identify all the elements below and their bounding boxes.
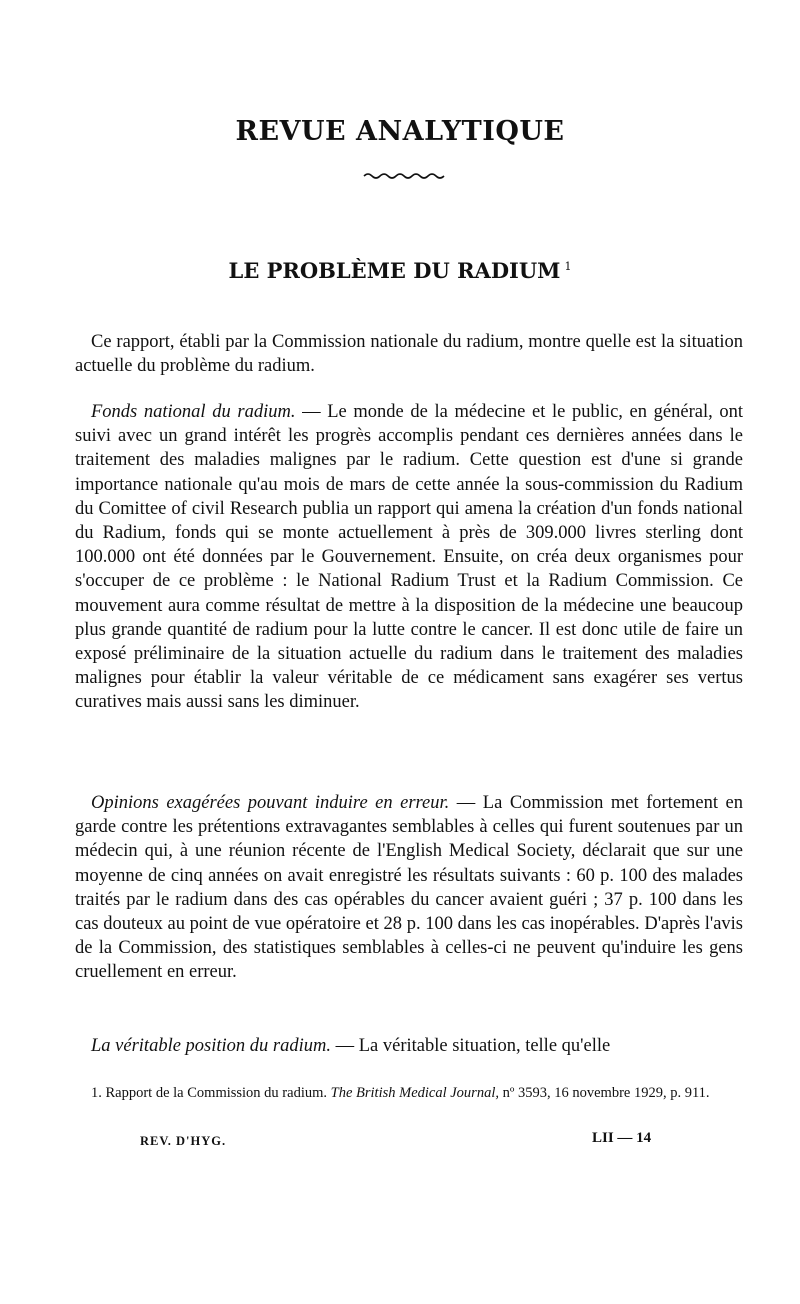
volume-page-number: LII — 14 (592, 1130, 652, 1146)
paragraph-opinions (75, 791, 743, 985)
paragraph-lead: La véritable position du radium. (91, 1036, 331, 1056)
paragraph-body: Ce rapport, établi par la Commission nationale du radium, montre quelle est la situation actuelle du problème du radium. (75, 332, 743, 377)
footnote-marker: 1 (564, 260, 572, 273)
journal-signature: REV. D'HYG. (140, 1134, 227, 1148)
paragraph-fonds-national-text (75, 400, 743, 715)
footnote (75, 1084, 743, 1102)
paragraph-intro (75, 330, 743, 378)
paragraph-opinions-text (75, 791, 743, 985)
footnote-number: 1. (91, 1085, 102, 1101)
paragraph-body: — La Commission met fortement en garde contre les prétentions extravagantes semblables à celles qui furent soutenues par un médecin qui, à une réunion récente de l'English Medical Society, déclarait que sur une moyenne de cinq années on avait enregistré les résultats suivants : 60 p. 100 des malades traités par le radium dans des cas opérables du cancer avaient guéri ; 37 p. 100 dans les cas douteux au point de vue opératoire et 28 p. 100 dans les cas inopérables. D'après l'avis de la Commission, des statistiques semblables à celles-ci ne peuvent qu'induire les gens cruellement en erreur. (75, 793, 743, 983)
paragraph-fonds-national (75, 400, 743, 715)
paragraph-lead: Fonds national du radium. (91, 402, 296, 422)
paragraph-intro-text (75, 330, 743, 378)
paragraph-body: — La véritable situation, telle qu'elle (331, 1036, 611, 1056)
title-ornament (362, 170, 446, 180)
article-title (0, 258, 800, 283)
footnote-source: Rapport de la Commission du radium. (101, 1085, 331, 1101)
footnote-text (75, 1084, 743, 1102)
paragraph-body: — Le monde de la médecine et le public, en général, ont suivi avec un grand intérêt les progrès accomplis pendant ces dernières années dans le traitement des maladies malignes par le radium. Cette question est d'une si grande importance nationale qu'au mois de mars de cette année la sous-commission du Radium du Comittee of civil Research publia un rapport qui amena la création d'un fonds national du Radium, fonds qui se monte actuellement à près de 309.000 livres sterling dont 100.000 ont été données par le Gouvernement. Ensuite, on créa deux organismes pour s'occuper de ce problème : le National Radium Trust et la Radium Commission. Ce mouvement aura comme résultat de mettre à la disposition de la médecine une beaucoup plus grande quantité de radium pour la lutte contre le cancer. Il est donc utile de faire un exposé préliminaire de la situation actuelle du radium dans le traitement des maladies malignes pour établir la valeur véritable de ce médicament sans exagérer ses vertus curatives mais aussi sans les diminuer. (75, 402, 744, 713)
footnote-journal: The British Medical Journal, (330, 1085, 499, 1101)
paragraph-lead: Opinions exagérées pouvant induire en erreur. (91, 793, 450, 813)
section-title: REVUE ANALYTIQUE (235, 116, 565, 147)
footnote-reference: nº 3593, 16 novembre 1929, p. 911. (498, 1085, 710, 1101)
paragraph-position (75, 1034, 743, 1058)
paragraph-position-text (75, 1034, 743, 1058)
article-title-text: LE PROBLÈME DU RADIUM (228, 258, 561, 283)
